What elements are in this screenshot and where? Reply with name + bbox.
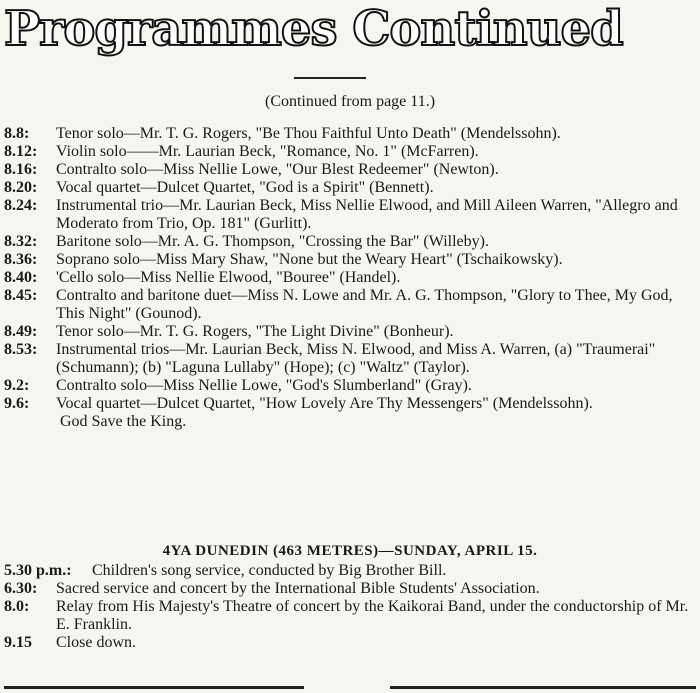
item-text: Contralto solo—Miss Nellie Lowe, "Our Blest Redeemer" (Newton). xyxy=(56,161,499,178)
item-time: 6.30: xyxy=(4,580,38,597)
programme-list-2 xyxy=(0,562,700,652)
title-divider xyxy=(294,77,366,79)
item-text: Children's song service, conducted by Big Brother Bill. xyxy=(92,562,447,579)
bottom-rule-right xyxy=(390,686,696,689)
programme-list-1 xyxy=(0,125,700,431)
item-text: Vocal quartet—Dulcet Quartet, "God is a Spirit" (Bennett). xyxy=(56,179,434,196)
item-text: Sacred service and concert by the International Bible Students' Association. xyxy=(56,580,540,597)
item-text: Baritone solo—Mr. A. G. Thompson, "Crossing the Bar" (Willeby). xyxy=(56,233,489,250)
item-time: 8.36: xyxy=(4,251,38,268)
item-text: Instrumental trio—Mr. Laurian Beck, Miss Nellie Elwood, and Mill Aileen Warren, "Allegro and Moderato from Trio, Op. 181" (Gurlitt). xyxy=(56,197,678,232)
item-time: 8.49: xyxy=(4,323,38,340)
list-item xyxy=(0,251,700,269)
item-text: Tenor solo—Mr. T. G. Rogers, "The Light Divine" (Bonheur). xyxy=(56,323,454,340)
item-time: 8.53: xyxy=(4,341,38,358)
list-item xyxy=(0,233,700,251)
list-item xyxy=(0,143,700,161)
item-text: Contralto and baritone duet—Miss N. Lowe and Mr. A. G. Thompson, "Glory to Thee, My God, This Night" (Gounod). xyxy=(56,287,673,322)
list-item xyxy=(0,287,700,323)
item-text: Tenor solo—Mr. T. G. Rogers, "Be Thou Faithful Unto Death" (Mendelssohn). xyxy=(56,125,561,142)
item-text: Relay from His Majesty's Theatre of concert by the Kaikorai Band, under the conductorship of Mr. E. Franklin. xyxy=(56,598,689,633)
closing-anthem: God Save the King. xyxy=(60,413,187,430)
list-item xyxy=(0,341,700,377)
continued-note: (Continued from page 11.) xyxy=(264,93,436,110)
list-item xyxy=(0,197,700,233)
item-time: 8.16: xyxy=(4,161,38,178)
item-text: Instrumental trios—Mr. Laurian Beck, Miss N. Elwood, and Miss A. Warren, (a) "Traumerai" (Schumann); (b) "Laguna Lullaby" (Hope); (c) "Waltz" (Taylor). xyxy=(56,341,656,376)
list-item xyxy=(0,395,700,413)
list-item xyxy=(0,598,700,634)
station-heading: 4YA DUNEDIN (463 METRES)—SUNDAY, APRIL 15. xyxy=(162,543,538,559)
item-time: 8.20: xyxy=(4,179,38,196)
list-item xyxy=(0,634,700,652)
item-time: 8.45: xyxy=(4,287,38,304)
list-item xyxy=(0,125,700,143)
list-item xyxy=(0,377,700,395)
list-item xyxy=(0,179,700,197)
item-time: 9.6: xyxy=(4,395,30,412)
item-text: 'Cello solo—Miss Nellie Elwood, "Bouree" (Handel). xyxy=(56,269,401,286)
page-title: Programmes Continued xyxy=(4,1,623,57)
bottom-rule-left xyxy=(4,686,304,689)
item-text: Contralto solo—Miss Nellie Lowe, "God's Slumberland" (Gray). xyxy=(56,377,472,394)
list-item xyxy=(0,161,700,179)
item-time: 8.32: xyxy=(4,233,38,250)
item-time: 9.2: xyxy=(4,377,30,394)
item-time: 8.8: xyxy=(4,125,30,142)
item-time: 5.30 p.m.: xyxy=(4,562,72,579)
list-item xyxy=(0,269,700,287)
item-time: 8.0: xyxy=(4,598,30,615)
item-time: 9.15 xyxy=(4,634,32,651)
list-item xyxy=(0,562,700,580)
item-text: Violin solo——Mr. Laurian Beck, "Romance, No. 1" (McFarren). xyxy=(56,143,479,160)
item-text: Vocal quartet—Dulcet Quartet, "How Lovely Are Thy Messengers" (Mendelssohn). xyxy=(56,395,593,412)
item-time: 8.40: xyxy=(4,269,38,286)
item-time: 8.24: xyxy=(4,197,38,214)
item-time: 8.12: xyxy=(4,143,38,160)
item-text: Close down. xyxy=(56,634,136,651)
item-text: Soprano solo—Miss Mary Shaw, "None but the Weary Heart" (Tschaikowsky). xyxy=(56,251,563,268)
list-item xyxy=(0,323,700,341)
list-item xyxy=(0,580,700,598)
